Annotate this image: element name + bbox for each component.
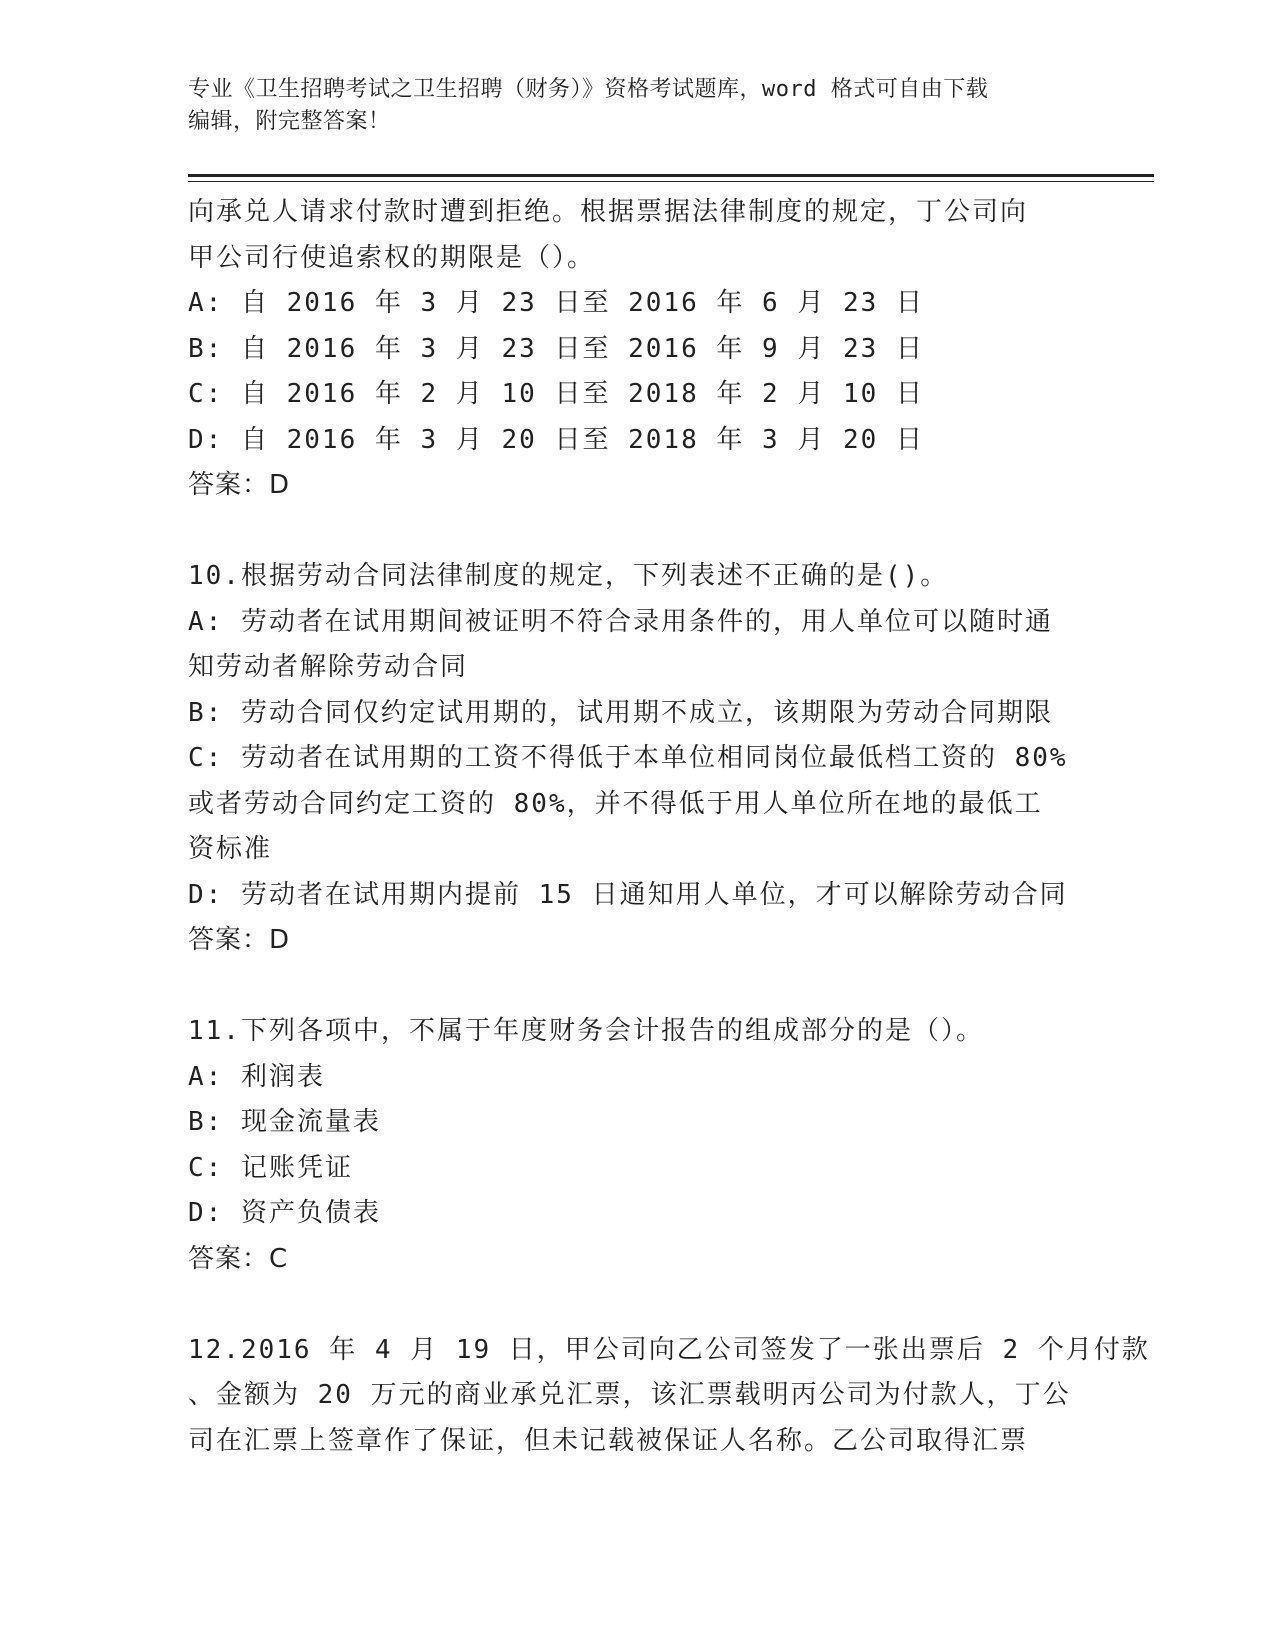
document-body: [188, 190, 1150, 1464]
question-10-answer: 答案：D: [188, 925, 291, 955]
header-line-2: 编辑，附完整答案！: [188, 109, 391, 134]
question-10-option-b: B: 劳动合同仅约定试用期的，试用期不成立，该期限为劳动合同期限: [188, 697, 1053, 728]
header-line-1: 专业《卫生招聘考试之卫生招聘（财务）》资格考试题库，word 格式可自由下载: [188, 77, 989, 102]
question-12-stem-line-3: 司在汇票上签章作了保证，但未记载被保证人名称。乙公司取得汇票: [188, 1425, 1029, 1456]
question-10-option-a-line-2: 知劳动者解除劳动合同: [188, 652, 469, 682]
question-9-stem-line-1: 向承兑人请求付款时遭到拒绝。根据票据法律制度的规定，丁公司向: [188, 197, 1029, 227]
question-9-option-b: B: 自 2016 年 3 月 23 日至 2016 年 9 月 23 日: [188, 333, 924, 364]
spacer: [188, 1282, 1088, 1328]
question-12: [188, 1328, 1150, 1465]
spacer: [188, 964, 1088, 1010]
question-10-option-c-line-3: 资标准: [188, 834, 273, 864]
question-9-answer: 答案：D: [188, 470, 291, 500]
question-12-stem-line-1: 12.2016 年 4 月 19 日，甲公司向乙公司签发了一张出票后 2 个月付款: [188, 1334, 1150, 1365]
header-rule-thin: [188, 181, 1154, 182]
question-11-answer: 答案：C: [188, 1243, 289, 1274]
question-11-option-a: A: 利润表: [188, 1061, 325, 1092]
question-10-option-a-line-1: A: 劳动者在试用期间被证明不符合录用条件的，用人单位可以随时通: [188, 606, 1053, 637]
question-9-option-a: A: 自 2016 年 3 月 23 日至 2016 年 6 月 23 日: [188, 288, 924, 318]
question-11-option-c: C: 记账凭证: [188, 1152, 353, 1183]
question-9-option-d: D: 自 2016 年 3 月 20 日至 2018 年 3 月 20 日: [188, 424, 924, 455]
question-11-option-b: B: 现金流量表: [188, 1107, 381, 1137]
question-10-stem: 10.根据劳动合同法律制度的规定，下列表述不正确的是()。: [188, 561, 949, 591]
question-12-stem-line-2: 、金额为 20 万元的商业承兑汇票，该汇票载明丙公司为付款人，丁公: [188, 1380, 1071, 1410]
question-10-option-d: D: 劳动者在试用期内提前 15 日通知用人单位，才可以解除劳动合同: [188, 879, 1068, 910]
question-11: [188, 1009, 1088, 1282]
question-11-stem: 11.下列各项中，不属于年度财务会计报告的组成部分的是（）。: [188, 1016, 984, 1046]
question-9-stem-line-2: 甲公司行使追索权的期限是（）。: [188, 242, 596, 273]
question-9-option-c: C: 自 2016 年 2 月 10 日至 2018 年 2 月 10 日: [188, 379, 924, 409]
question-10-option-c-line-1: C: 劳动者在试用期的工资不得低于本单位相同岗位最低档工资的 80%: [188, 743, 1068, 773]
question-11-option-d: D: 资产负债表: [188, 1198, 381, 1228]
question-10-option-c-line-2: 或者劳动合同约定工资的 80%，并不得低于用人单位所在地的最低工: [188, 788, 1043, 819]
question-9: [188, 190, 1088, 509]
header-rule-thick: [188, 174, 1154, 177]
document-header: [188, 74, 1068, 138]
spacer: [188, 509, 1088, 555]
question-10: [188, 554, 1088, 964]
